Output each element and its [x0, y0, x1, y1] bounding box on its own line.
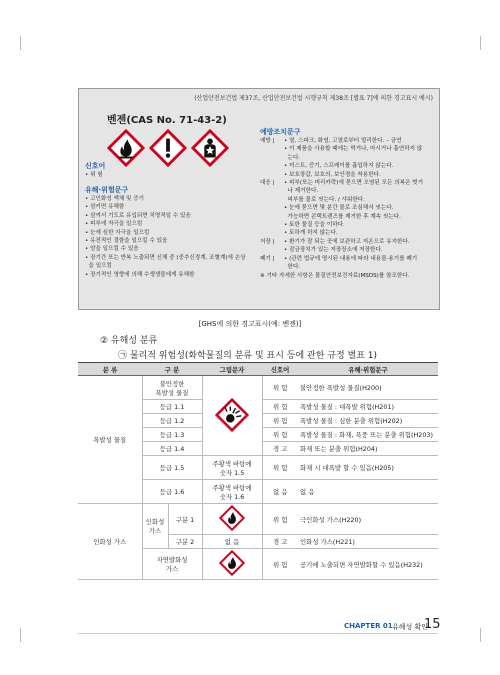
precaution-line: 피부를 물로 씻는다. / 샤워한다. [284, 196, 365, 203]
footer-title: 유해성 확인 [392, 623, 429, 631]
exploding-bomb-pictogram-icon [215, 398, 249, 432]
hazard-statement: • 암을 일으킬 수 있음 [85, 246, 139, 253]
precaution-line: 한다. [284, 264, 301, 271]
statement-cell: 극인화성 가스(H220) [298, 504, 438, 535]
flame-pictogram-icon [219, 550, 245, 576]
explosive-pictogram-cell [202, 376, 262, 456]
hazard-statement: • 장기간 또는 반복 노출되면 신체 중 (중추신경계, 조혈계)에 손상 [85, 254, 246, 261]
precaution-line: 나 제거한다. [284, 188, 319, 195]
precaution-lines [284, 179, 436, 238]
precaution-lines [284, 255, 436, 272]
grade-cell: 등급 1.3 [142, 428, 202, 442]
precaution-line: • 눈에 묻으면 몇 분간 물로 조심해서 씻는다. [284, 205, 394, 212]
footer-chapter: CHAPTER 01 [344, 622, 393, 630]
statement-cell: 없 음 [298, 480, 438, 504]
hazard-statement: 을 일으킴 [85, 263, 112, 270]
pictogram-text-cell: 없 음 [202, 535, 262, 549]
precaution-tag: 저장 | [260, 238, 275, 245]
footer-rule [78, 633, 438, 634]
flame-pictogram-icon [107, 129, 145, 167]
precaution-group [260, 255, 436, 272]
pictogram-text-cell: 주황색 바탕에 숫자 1.6 [202, 480, 262, 504]
explosive-group-cell: 폭발성 물질 [78, 376, 142, 504]
signal-cell: 경 고 [262, 442, 298, 456]
health-hazard-pictogram-icon [191, 129, 229, 167]
grade-cell: 등급 1.4 [142, 442, 202, 456]
precaution-lines [284, 137, 436, 179]
hazard-statement: • 고인화성 액체 및 증기 [85, 196, 145, 202]
grade-cell: 구분 2 [168, 535, 202, 549]
precaution-footer: ※ 기타 자세한 사항은 물질안전보건자료(MSDS)를 참조한다. [260, 272, 410, 279]
hazard-classification-table [78, 362, 438, 580]
precaution-line: • 잠금장치가 있는 저장장소에 저장한다. [284, 247, 383, 254]
grade-cell: 구분 1 [168, 504, 202, 535]
hazard-statement: • 피부에 자극을 일으킴 [85, 221, 143, 228]
grade-cell: 자연발화성 가스 [142, 549, 202, 580]
grade-cell: 등급 1.1 [142, 400, 202, 414]
precaution-tag: 대응 | [260, 180, 275, 187]
flame-pictogram-icon [219, 505, 245, 531]
precaution-group [260, 137, 436, 179]
signal-cell: 위 험 [262, 456, 298, 480]
precaution-tag: 폐기 | [260, 255, 275, 262]
precaution-line: • 열, 스파크, 화염, 고열로부터 멀리한다. – 금연 [284, 138, 402, 144]
flame-pictogram-cell [202, 549, 262, 580]
crop-mark [480, 628, 481, 642]
statement-cell: 폭발성 물질 : 화재, 폭풍 또는 분출 위험(H203) [298, 428, 438, 442]
signal-cell: 위 험 [262, 428, 298, 442]
hazard-statement: • 삼키면 유해함 [85, 204, 125, 211]
pictogram-text-cell: 주황색 바탕에 숫자 1.5 [202, 456, 262, 480]
precaution-line: • 미스트, 증기, 스프레이를 흡입하지 않는다. [284, 163, 394, 170]
header-pictogram: 그림문자 [202, 363, 262, 376]
hazard-heading: 유해·위험문구 [85, 186, 129, 194]
statement-cell: 폭발성 물질 : 대폭발 위험(H201) [298, 400, 438, 414]
precaution-heading: 예방조치문구 [260, 128, 301, 136]
legal-note: (산업안전보건법 제37조, 산업안전보건법 시행규칙 제38조 [별표 7]에 의한 경고표시 예시) [194, 95, 433, 102]
precaution-group [260, 179, 436, 238]
header-class: 분 류 [78, 363, 142, 376]
grade-cell: 등급 1.2 [142, 414, 202, 428]
hazard-statement: • 삼켜서 기도로 유입되면 치명적일 수 있음 [85, 212, 191, 219]
hazard-statement: • 눈에 심한 자극을 일으킴 [85, 229, 150, 236]
precaution-line: • 이 제품을 사용할 때에는 먹거나, 마시거나 흡연하지 않 [284, 146, 423, 153]
label-caption: [GHS에 의한 경고표시(예: 벤젠)] [198, 320, 302, 328]
hazard-statements [85, 195, 246, 279]
precaution-line: • (관련 법규에 명시된 내용에 따라 내용물·용기를 폐기 [284, 255, 418, 262]
header-statement: 유해·위험문구 [298, 363, 438, 376]
precaution-line: • 환기가 잘 되는 곳에 보관하고 저온으로 유지한다. [284, 238, 410, 245]
precaution-line: • 피부(또는 머리카락)에 묻으면 오염된 모든 의복은 벗거 [284, 180, 423, 187]
signal-cell: 위 험 [262, 414, 298, 428]
statement-cell: 인화성 가스(H221) [298, 535, 438, 549]
signal-word-heading: 신호어 [85, 162, 106, 170]
statement-cell: 화재 시 대폭발 할 수 있음(H205) [298, 456, 438, 480]
exclamation-pictogram-icon [149, 129, 187, 167]
section-title: ② 유해성 분류 [100, 336, 158, 346]
precaution-line: • 보호장갑, 보호의, 보안경을 착용한다. [284, 171, 381, 178]
statement-cell: 폭발성 물질 : 심한 분출 위험(H202) [298, 414, 438, 428]
signal-cell: 위 험 [262, 549, 298, 580]
statement-cell: 불안정한 폭발성 물질(H200) [298, 376, 438, 400]
precaution-group [260, 238, 436, 255]
signal-cell: 위 험 [262, 400, 298, 414]
page-number: 15 [424, 617, 441, 632]
grade-cell: 불안정한 폭발성 물질 [142, 376, 202, 400]
header-signal-word: 신호어 [262, 363, 298, 376]
subsection-title: ㉠ 물리적 위험성(화학물질의 분류 및 표시 등에 관한 규정 별표 1) [118, 351, 378, 361]
table-row [78, 504, 438, 535]
hazard-statement: • 장기적인 영향에 의해 수생생물에게 유해함 [85, 271, 195, 278]
pictogram-row [107, 129, 229, 167]
precaution-line: 가능하면 콘택트렌즈를 제거한 후 계속 씻는다. [284, 213, 401, 220]
header-category: 구 분 [142, 363, 202, 376]
flammable-gas-group-cell: 인화성 가스 [78, 504, 142, 580]
precaution-tag: 예방 | [260, 138, 275, 144]
statement-cell: 화재 또는 분출 위험(H204) [298, 442, 438, 456]
crop-mark [20, 36, 21, 50]
signal-cell: 위 험 [262, 376, 298, 400]
grade-cell: 등급 1.6 [142, 480, 202, 504]
label-title: 벤젠(CAS No. 71-43-2) [107, 115, 227, 126]
signal-cell: 없 음 [262, 480, 298, 504]
precaution-lines [284, 238, 436, 255]
table-header-row [78, 363, 438, 376]
precaution-list [260, 137, 436, 272]
ghs-label-example [78, 88, 440, 310]
hazard-statement: • 유전적인 결함을 일으킬 수 있음 [85, 238, 168, 245]
flame-pictogram-cell [202, 504, 262, 535]
grade-cell: 등급 1.5 [142, 456, 202, 480]
crop-mark [20, 628, 21, 642]
signal-cell: 경 고 [262, 535, 298, 549]
precaution-line: • 토하게 하지 않는다. [284, 230, 338, 237]
right-column [260, 127, 436, 280]
signal-word: • 위 험 [85, 172, 103, 178]
signal-cell: 위 험 [262, 504, 298, 535]
precaution-line: 는다. [284, 154, 301, 161]
statement-cell: 공기에 노출되면 자연발화할 수 있음(H232) [298, 549, 438, 580]
precaution-line: • 토한 물질 등을 이하다. [284, 222, 345, 229]
table-row [78, 376, 438, 400]
crop-mark [480, 36, 481, 50]
subgroup-cell: 인화성 가스 [142, 504, 168, 549]
